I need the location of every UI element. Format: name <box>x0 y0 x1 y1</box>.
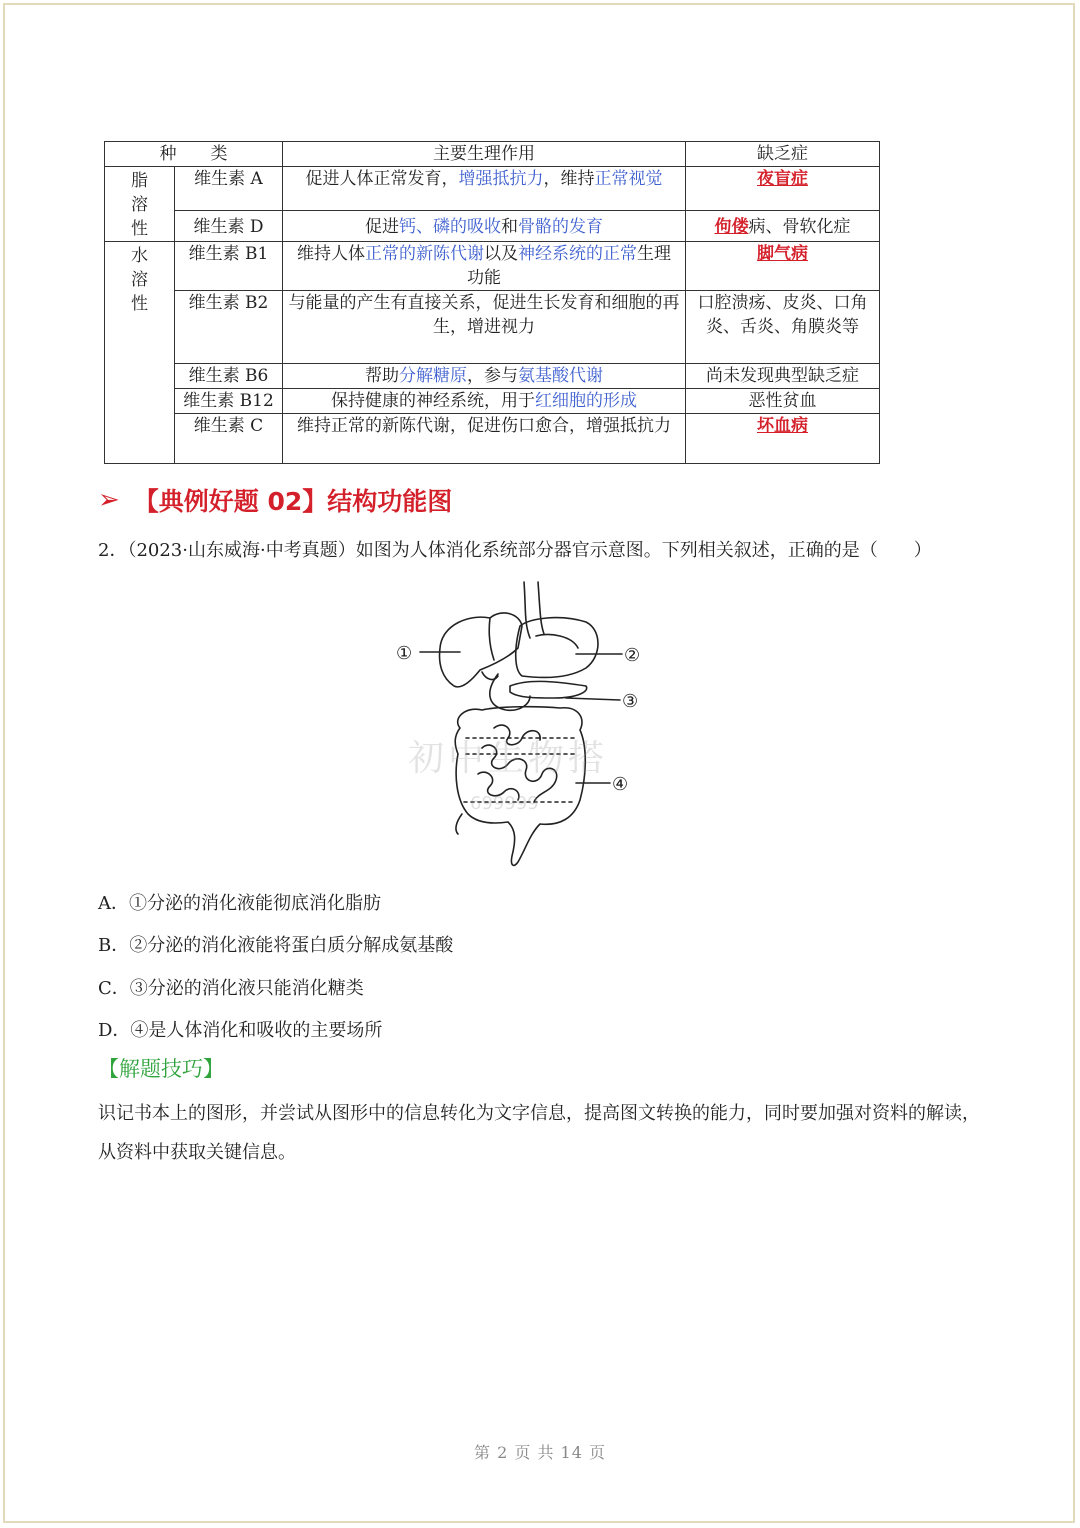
watermark-subtext: 699999 <box>470 793 539 814</box>
tip-text: 识记书本上的图形，并尝试从图形中的信息转化为文字信息，提高图文转换的能力，同时要加强对资料的解读，从资料中获取关键信息。 <box>98 1103 980 1163</box>
leader-line <box>566 698 620 700</box>
deficiency-cell <box>686 167 880 211</box>
group-char: 溶 <box>131 270 148 290</box>
function-cell <box>283 167 686 211</box>
table-row <box>105 389 880 414</box>
group-char: 性 <box>131 219 148 239</box>
vitamin-name: 维生素 D <box>175 210 283 241</box>
table-row <box>105 242 880 291</box>
option-d: D．④是人体消化和吸收的主要场所 <box>98 1020 383 1041</box>
cell-text: 和 <box>501 216 518 237</box>
vitamin-name: 维生素 A <box>175 167 283 211</box>
highlight-text: 钙、磷的吸收 <box>399 216 501 237</box>
highlight-text: 正常的新陈代谢 <box>365 244 484 264</box>
highlight-text: 骨骼的发育 <box>518 216 603 237</box>
vitamin-name: 维生素 C <box>175 414 283 464</box>
option-c: C．③分泌的消化液只能消化糖类 <box>98 978 364 999</box>
stomach-shape <box>516 618 598 678</box>
diagram-label-2: ② <box>624 645 641 666</box>
diagram-label-1: ① <box>396 643 413 664</box>
cell-text: 与能量的产生有直接关系，促进生长发育和细胞的再生，增进视力 <box>288 293 680 337</box>
diagram-label-3: ③ <box>622 691 639 712</box>
cell-text: 以及 <box>484 244 518 264</box>
deficiency-highlight: 夜盲症 <box>757 169 808 189</box>
function-cell <box>283 291 686 364</box>
highlight-text: 氨基酸代谢 <box>518 366 603 386</box>
function-cell <box>283 389 686 414</box>
stomach-fold <box>536 635 578 649</box>
highlight-text: 分解糖原 <box>399 366 467 386</box>
cell-text: 促进 <box>365 216 399 237</box>
deficiency-cell <box>686 210 880 241</box>
highlight-text: 红细胞的形成 <box>535 391 637 411</box>
section-title: 【典例好题 02】结构功能图 <box>133 487 453 516</box>
cell-text: 口腔溃疡、皮炎、口角炎、舌炎、角膜炎等 <box>697 293 868 337</box>
watermark-text: 初中生物搭 <box>408 738 609 779</box>
group-label-fat-soluble <box>105 167 175 242</box>
digestive-system-diagram <box>390 578 650 873</box>
option-a: A．①分泌的消化液能彻底消化脂肪 <box>98 893 381 914</box>
table-row <box>105 414 880 464</box>
tip-label: 【解题技巧】 <box>98 1057 224 1081</box>
cell-text: 病、骨软化症 <box>748 216 851 237</box>
header-deficiency: 缺乏症 <box>686 142 880 167</box>
page-footer: 第 2 页 共 14 页 <box>474 1443 606 1462</box>
function-cell <box>283 242 686 291</box>
function-cell <box>283 364 686 389</box>
table-header-row <box>105 142 880 167</box>
cell-text: ，维持 <box>543 169 595 189</box>
deficiency-cell <box>686 364 880 389</box>
deficiency-highlight: 脚气病 <box>757 244 808 264</box>
cell-text: 保持健康的神经系统，用于 <box>331 391 535 411</box>
liver-shape <box>440 613 522 687</box>
highlight-text: 神经系统的正常 <box>518 244 637 264</box>
cell-text: 尚未发现典型缺乏症 <box>706 366 859 386</box>
cell-text: 维持人体 <box>297 244 365 264</box>
vitamin-table <box>104 141 880 464</box>
deficiency-highlight: 佝偻 <box>714 216 749 237</box>
vitamin-name: 维生素 B6 <box>175 364 283 389</box>
arrow-icon: ➢ <box>98 485 120 515</box>
vitamin-name: 维生素 B12 <box>175 389 283 414</box>
table-row <box>105 210 880 241</box>
group-char: 脂 <box>131 171 148 191</box>
pancreas-shape <box>510 681 587 698</box>
cell-text: 促进人体正常发育， <box>305 169 459 189</box>
highlight-text: 正常视觉 <box>594 169 663 189</box>
table-row <box>105 364 880 389</box>
table-row <box>105 167 880 211</box>
vitamin-name: 维生素 B1 <box>175 242 283 291</box>
cell-text: 维持正常的新陈代谢，促进伤口愈合，增强抵抗力 <box>297 416 671 436</box>
cell-text: ，参与 <box>467 366 518 386</box>
header-function: 主要生理作用 <box>283 142 686 167</box>
section-heading <box>98 482 452 518</box>
deficiency-highlight: 坏血病 <box>757 416 808 436</box>
group-char: 水 <box>131 246 148 266</box>
deficiency-cell <box>686 389 880 414</box>
appendix-shape <box>456 814 462 834</box>
group-char: 性 <box>131 294 148 314</box>
table-row <box>105 291 880 364</box>
question-stem: 2．（2023·山东威海·中考真题）如图为人体消化系统部分器官示意图。下列相关叙述，正确的是（ ） <box>98 540 932 561</box>
cell-text: 帮助 <box>365 366 399 386</box>
function-cell <box>283 414 686 464</box>
deficiency-cell <box>686 414 880 464</box>
diagram-label-4: ④ <box>612 774 629 795</box>
group-char: 溶 <box>131 195 148 215</box>
option-b: B．②分泌的消化液能将蛋白质分解成氨基酸 <box>98 935 454 956</box>
deficiency-cell <box>686 291 880 364</box>
group-label-water-soluble <box>105 242 175 464</box>
esophagus-shape <box>524 582 530 638</box>
esophagus-shape <box>538 582 544 634</box>
cell-text: 恶性贫血 <box>748 391 817 411</box>
deficiency-cell <box>686 242 880 291</box>
function-cell <box>283 210 686 241</box>
highlight-text: 增强抵抗力 <box>458 169 544 189</box>
cell-text: 生理功能 <box>467 244 671 288</box>
header-category: 种 类 <box>105 142 283 167</box>
liver-lobe-line <box>489 618 494 660</box>
vitamin-name: 维生素 B2 <box>175 291 283 364</box>
